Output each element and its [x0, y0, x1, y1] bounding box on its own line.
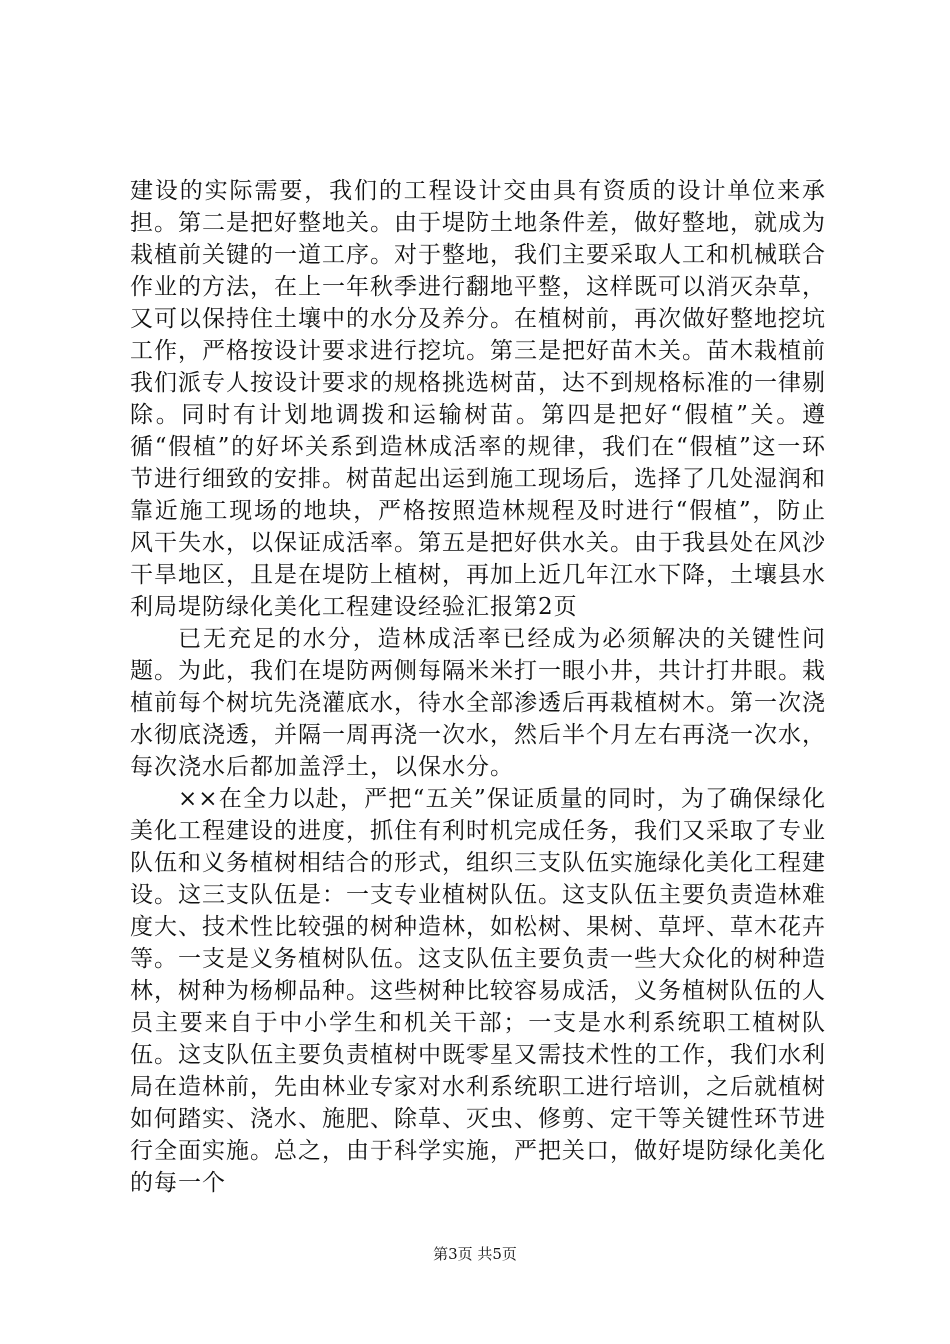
paragraph-2: 已无充足的水分，造林成活率已经成为必须解决的关键性问题。为此，我们在堤防两侧每隔米米打一眼小井，共计打井眼。栽植前每个树坑先浇灌底水，待水全部渗透后再栽植树木。第一次浇水彻底浇透，并隔一周再浇一次水，然后半个月左右再浇一次水，每次浇水后都加盖浮土，以保水分。 — [130, 626, 826, 780]
paragraph-1: 建设的实际需要，我们的工程设计交由具有资质的设计单位来承担。第二是把好整地关。由于堤防土地条件差，做好整地，就成为栽植前关键的一道工序。对于整地，我们主要采取人工和机械联合作业的方法，在上一年秋季进行翻地平整，这样既可以消灭杂草，又可以保持住土壤中的水分及养分。在植树前，再次做好整地挖坑工作，严格按设计要求进行挖坑。第三是把好苗木关。苗木栽植前我们派专人按设计要求的规格挑选树苗，达不到规格标准的一律剔除。同时有计划地调拨和运输树苗。第四是把好“假植”关。遵循“假植”的好坏关系到造林成活率的规律，我们在“假植”这一环节进行细致的安排。树苗起出运到施工现场后，选择了几处湿润和靠近施工现场的地块，严格按照造林规程及时进行“假植”，防止风干失水，以保证成活率。第五是把好供水关。由于我县处在风沙干旱地区，且是在堤防上植树，再加上近几年江水下降，土壤县水利局堤防绿化美化工程建设经验汇报第2页 — [130, 178, 826, 620]
document-body — [130, 175, 826, 1199]
page-footer: 第3页 共5页 — [433, 1245, 517, 1263]
paragraph-3: ××在全力以赴，严把“五关”保证质量的同时，为了确保绿化美化工程建设的进度，抓住有利时机完成任务，我们又采取了专业队伍和义务植树相结合的形式，组织三支队伍实施绿化美化工程建设。这三支队伍是：一支专业植树队伍。这支队伍主要负责造林难度大、技术性比较强的树种造林，如松树、果树、草坪、草木花卉等。一支是义务植树队伍。这支队伍主要负责一些大众化的树种造林，树种为杨柳品种。这些树种比较容易成活，义务植树队伍的人员主要来自于中小学生和机关干部；一支是水利系统职工植树队伍。这支队伍主要负责植树中既零星又需技术性的工作，我们水利局在造林前，先由林业专家对水利系统职工进行培训，之后就植树如何踏实、浇水、施肥、除草、灭虫、修剪、定干等关键性环节进行全面实施。总之，由于科学实施，严把关口，做好堤防绿化美化的每一个 — [130, 786, 826, 1196]
